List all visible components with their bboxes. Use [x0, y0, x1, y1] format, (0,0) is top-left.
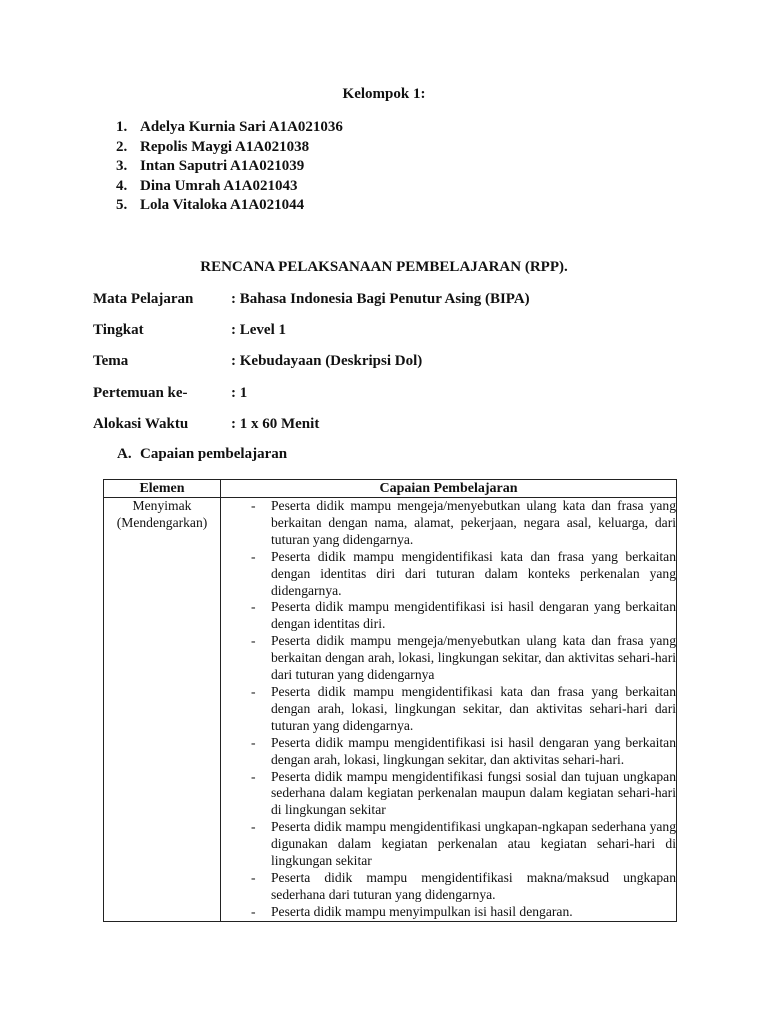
element-cell [104, 498, 221, 922]
member-name: Dina Umrah A1A021043 [140, 177, 298, 194]
meta-label: Tingkat [93, 322, 144, 338]
group-title: Kelompok 1: [342, 86, 426, 102]
section-letter: A. [117, 446, 132, 462]
outcome-item: - Peserta didik mampu mengidentifikasi isi hasil dengaran yang berkaitan dengan arah, lokasi, lingkungan sekitar, dan aktivitas sehari-hari. [221, 735, 676, 769]
meta-row-theme [93, 353, 422, 370]
outcome-item: - Peserta didik mampu mengeja/menyebutkan ulang kata dan frasa yang berkaitan dengan nama, alamat, pekerjaan, negara asal, keluarga, dari tuturan yang didengarnya. [221, 498, 676, 549]
member-name: Repolis Maygi A1A021038 [140, 138, 310, 155]
table-row [104, 498, 677, 922]
member-name: Intan Saputri A1A021039 [140, 158, 305, 174]
member-number: 2. [116, 138, 128, 155]
outcome-item: - Peserta didik mampu mengidentifikasi kata dan frasa yang berkaitan dengan arah, lokasi, lingkungan sekitar, dan aktivitas sehari-hari dari tuturan yang didengarnya. [221, 684, 676, 735]
member-number: 1. [116, 119, 128, 135]
section-title: Capaian pembelajaran [140, 446, 288, 462]
outcome-item: - Peserta didik mampu mengidentifikasi fungsi sosial dan tujuan ungkapan sederhana dalam kegiatan perkenalan maupun dalam kegiatan sehari-hari di lingkungan sekitar [221, 769, 676, 820]
element-name: Menyimak [132, 498, 192, 513]
outcomes-cell [221, 498, 677, 922]
member-list [116, 118, 343, 216]
meta-label: Alokasi Waktu [93, 416, 189, 432]
member-number: 4. [116, 177, 128, 194]
learning-outcomes-table [103, 479, 677, 922]
meta-row-subject [93, 291, 530, 308]
meta-value: : Bahasa Indonesia Bagi Penutur Asing (BIPA) [231, 291, 530, 307]
element-subname: (Mendengarkan) [116, 514, 208, 530]
meta-value: : Level 1 [231, 322, 286, 338]
member-item [116, 118, 343, 138]
outcome-item: - Peserta didik mampu mengidentifikasi ungkapan-ngkapan sederhana yang digunakan dalam kegiatan perkenalan atau kegiatan sehari-hari di lingkungan sekitar [221, 819, 676, 870]
member-item [116, 177, 343, 197]
member-item [116, 196, 343, 216]
section-heading [117, 446, 287, 463]
meta-label: Mata Pelajaran [93, 291, 194, 307]
outcome-list [221, 498, 676, 921]
meta-label: Pertemuan ke- [93, 385, 188, 401]
document-title: RENCANA PELAKSANAAN PEMBELAJARAN (RPP). [200, 259, 568, 275]
meta-row-meeting [93, 385, 247, 402]
outcome-item: - Peserta didik mampu mengidentifikasi isi hasil dengaran yang berkaitan dengan identitas diri. [221, 599, 676, 633]
member-item [116, 138, 343, 158]
meta-value: : 1 x 60 Menit [231, 416, 320, 432]
meta-row-level [93, 322, 286, 339]
meta-value: : Kebudayaan (Deskripsi Dol) [231, 353, 423, 369]
outcome-item: - Peserta didik mampu mengeja/menyebutkan ulang kata dan frasa yang berkaitan dengan arah, lokasi, lingkungan sekitar, dan aktivitas sehari-hari dari tuturan yang didengarnya [221, 633, 676, 684]
outcome-item: - Peserta didik mampu mengidentifikasi kata dan frasa yang berkaitan dengan identitas diri dari tuturan dalam konteks perkenalan yang didengarnya. [221, 549, 676, 600]
outcome-item: - Peserta didik mampu menyimpulkan isi hasil dengaran. [221, 904, 676, 921]
table-header-row [104, 480, 677, 498]
column-header-outcomes: Capaian Pembelajaran [221, 480, 677, 498]
outcome-item: - Peserta didik mampu mengidentifikasi makna/maksud ungkapan sederhana dari tuturan yang didengarnya. [221, 870, 676, 904]
member-item [116, 157, 343, 177]
member-number: 3. [116, 158, 128, 174]
meta-row-time [93, 416, 319, 433]
member-name: Lola Vitaloka A1A021044 [140, 197, 305, 213]
member-name: Adelya Kurnia Sari A1A021036 [140, 119, 343, 135]
member-number: 5. [116, 197, 128, 213]
meta-value: : 1 [231, 385, 248, 401]
meta-label: Tema [93, 353, 129, 369]
column-header-element: Elemen [104, 480, 221, 498]
